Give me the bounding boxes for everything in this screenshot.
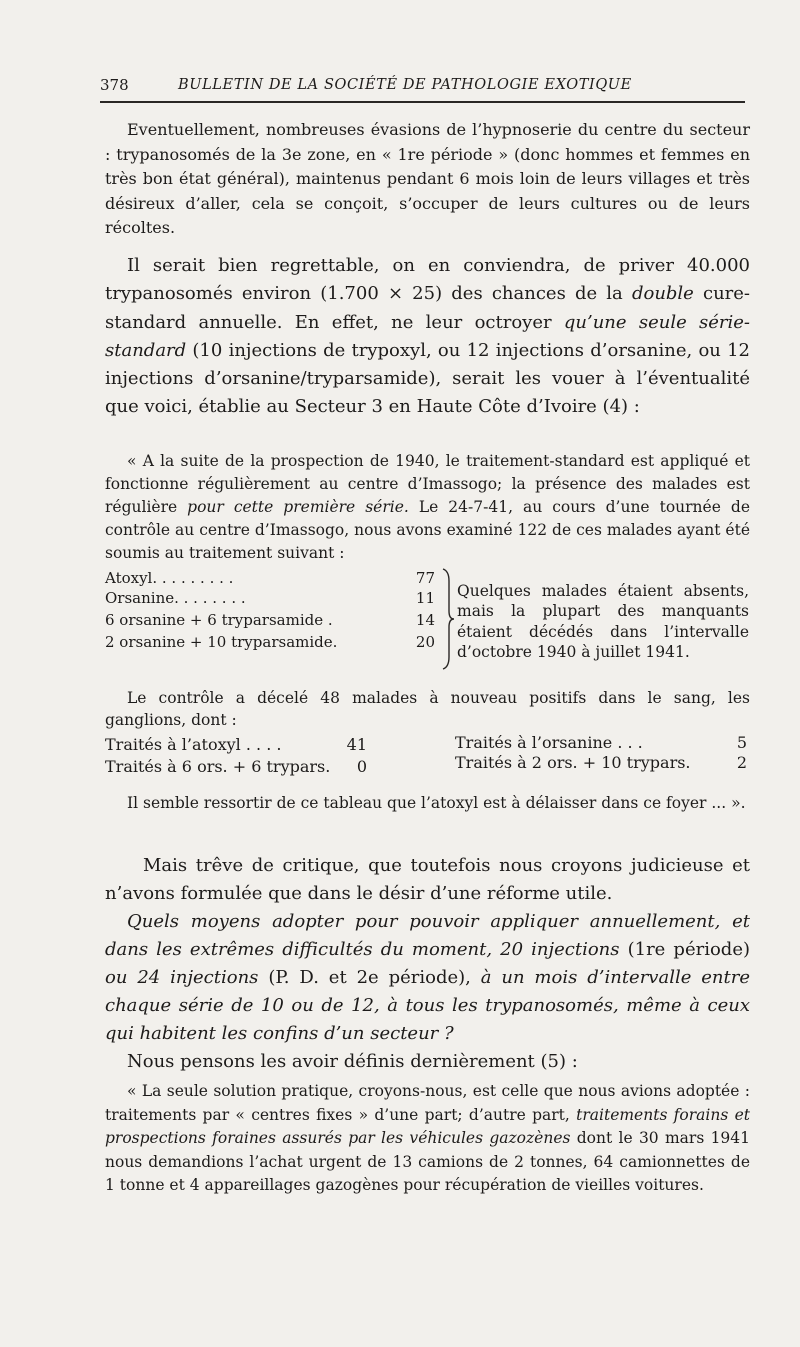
table-row (455, 753, 691, 775)
text-span: « La seule solution pratique, croyons-nous, est celle que nous avions adoptée : traitements par « centres fixes » d’une part; d’autre part, (105, 1082, 750, 1124)
emphasis: traitements forains et prospections foraines assurés par les véhicules gazozènes (105, 1105, 750, 1147)
control-text: Le contrôle a décelé 48 malades à nouveau positifs dans le sang, les ganglions, dont : (105, 689, 750, 729)
row-label: 6 orsanine + 6 tryparsamide . (105, 611, 333, 629)
control-paragraph (105, 687, 750, 731)
table-row (105, 757, 330, 779)
emphasis: à un mois d’intervalle entre chaque série de 10 ou de 12, à tous les trypanosomés, même à ceux qui habitent les confins d’un secteur ? (105, 967, 750, 1044)
header-rule (100, 101, 745, 103)
row-count: 14 (415, 611, 435, 629)
conclusion-quote (105, 792, 750, 815)
critique-text: Mais trêve de critique, que toutefois nous croyons judicieuse et n’avons formulée que dans le désir d’une réforme utile. (105, 855, 750, 904)
row-count: 77 (415, 569, 435, 587)
table-row (105, 735, 281, 757)
emphasis: ou 24 injections (105, 967, 259, 988)
control-table (105, 733, 755, 781)
text-span: dont le 30 mars 1941 nous demandions l’achat urgent de 13 camions de 2 tonnes, 64 camionnettes de 1 tonne et 4 appareillages gazogènes pour récupération de vieilles voitures. (105, 1129, 751, 1194)
running-title: BULLETIN DE LA SOCIÉTÉ DE PATHOLOGIE EXOTIQUE (178, 77, 632, 93)
table-note: Quelques malades étaient absents, mais la plupart des manquants étaient décédés dans l’intervalle d’octobre 1940 à juillet 1941. (457, 581, 749, 661)
text-span: Le 24-7-41, au cours d’une tournée de contrôle au centre d’Imassogo, nous avons examiné 122 de ces malades ayant été soumis au traitement suivant : (105, 498, 750, 562)
row-count: 20 (415, 633, 435, 651)
row-label: Traités à 2 ors. + 10 trypars. (455, 753, 691, 772)
row-label: Traités à 6 ors. + 6 trypars. (105, 757, 331, 776)
emphasis: pour cette première série. (187, 498, 409, 516)
paragraph-double-cure (105, 252, 750, 422)
row-count: 2 (736, 753, 747, 772)
quote-solution (105, 1080, 750, 1198)
table-row (455, 733, 643, 755)
text-span: cure-standard annuelle. En effet, ne leur octroyer (105, 283, 751, 333)
treatment-table (105, 565, 755, 675)
text-span: (1re période) (619, 939, 750, 960)
row-label: Traités à l’orsanine . . . (455, 733, 643, 752)
row-label: Atoxyl. . . . . . . . . (105, 569, 234, 587)
quote-prospection (105, 450, 750, 565)
row-count: 0 (356, 757, 367, 776)
row-count: 11 (415, 589, 435, 607)
text-span: « A la suite de la prospection de 1940, le traitement-standard est appliqué et fonctionne régulièrement au centre d’Imassogo; la présence des malades est régulière (105, 452, 750, 516)
text-span: (P. D. et 2e période), (258, 967, 481, 988)
row-label: 2 orsanine + 10 tryparsamide. (105, 633, 338, 651)
emphasis: double (631, 283, 694, 305)
emphasis: Quels moyens adopter pour pouvoir appliquer annuellement, et dans les extrêmes difficultés du moment, 20 injections (105, 911, 750, 960)
text-span: (10 injections de trypoxyl, ou 12 injections d’orsanine, ou 12 injections d’orsanine/tryparsamide), serait les vouer à l’éventualité que voici, établie au Secteur 3 en Haute Côte d’Ivoire (4) : (105, 339, 750, 418)
conclusion-text: Il semble ressortir de ce tableau que l’atoxyl est à délaisser dans ce foyer ... ». (127, 794, 746, 812)
question-paragraph (105, 908, 750, 1048)
text-span: Il serait bien regrettable, on en conviendra, de priver 40.000 trypanosomés environ (1.700 × 25) des chances de la (105, 255, 750, 305)
paragraph-evasions-text: Eventuellement, nombreuses évasions de l’hypnoserie du centre du secteur : trypanosomés de la 3e zone, en « 1re période » (donc hommes et femmes en très bon état général), maintenus pendant 6 mois loin de leurs villages et très désireux d’aller, cela se conçoit, s’occuper de leurs cultures ou de leurs récoltes. (105, 120, 750, 237)
row-label: Orsanine. . . . . . . . (105, 589, 246, 607)
page-number: 378 (100, 76, 129, 94)
brace-icon (439, 567, 455, 671)
paragraph-evasions (105, 118, 750, 241)
row-count: 5 (736, 733, 747, 752)
paragraph-critique (105, 852, 750, 1076)
row-count: 41 (346, 735, 367, 754)
row-label: Traités à l’atoxyl . . . . (105, 735, 282, 754)
running-header (100, 76, 750, 104)
emphasis: qu’une seule série-standard (105, 311, 750, 361)
definis-text: Nous pensons les avoir définis dernièrement (5) : (127, 1051, 578, 1072)
